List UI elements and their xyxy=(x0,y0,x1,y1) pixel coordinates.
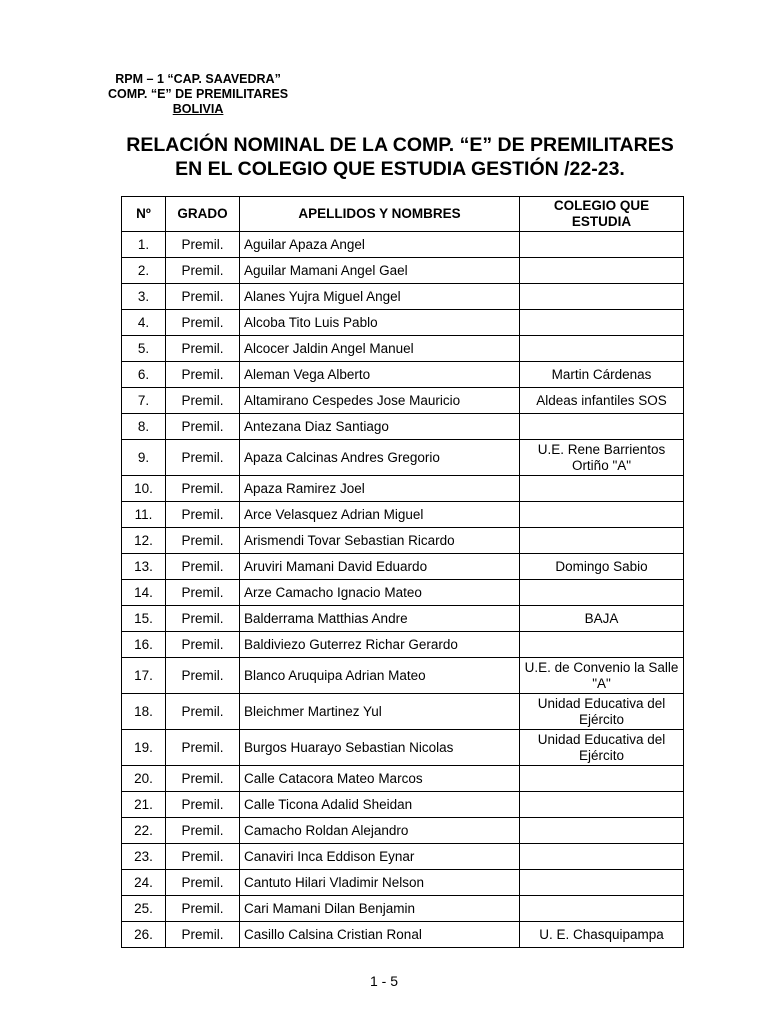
row-name: Baldiviezo Guterrez Richar Gerardo xyxy=(240,632,520,658)
document-title-line-2: EN EL COLEGIO QUE ESTUDIA GESTIÓN /22-23. xyxy=(175,158,625,180)
table-row xyxy=(122,818,684,844)
row-grade: Premil. xyxy=(166,284,240,310)
row-name: Aguilar Mamani Angel Gael xyxy=(240,258,520,284)
row-grade: Premil. xyxy=(166,336,240,362)
row-name: Calle Ticona Adalid Sheidan xyxy=(240,792,520,818)
row-number: 19. xyxy=(122,730,166,766)
row-number: 25. xyxy=(122,896,166,922)
document-title xyxy=(100,133,700,181)
row-number: 26. xyxy=(122,922,166,948)
row-name: Alcoba Tito Luis Pablo xyxy=(240,310,520,336)
row-name: Alcocer Jaldin Angel Manuel xyxy=(240,336,520,362)
row-school: Domingo Sabio xyxy=(520,554,684,580)
row-name: Aguilar Apaza Angel xyxy=(240,232,520,258)
row-grade: Premil. xyxy=(166,792,240,818)
table-row xyxy=(122,440,684,476)
table-row xyxy=(122,792,684,818)
table-row xyxy=(122,284,684,310)
table-row xyxy=(122,310,684,336)
table-row xyxy=(122,336,684,362)
row-grade: Premil. xyxy=(166,554,240,580)
row-name: Aruviri Mamani David Eduardo xyxy=(240,554,520,580)
row-number: 4. xyxy=(122,310,166,336)
table-header-row xyxy=(122,197,684,232)
row-name: Balderrama Matthias Andre xyxy=(240,606,520,632)
row-school xyxy=(520,844,684,870)
table-row xyxy=(122,730,684,766)
table-row xyxy=(122,922,684,948)
row-school xyxy=(520,528,684,554)
row-school xyxy=(520,632,684,658)
row-name: Canaviri Inca Eddison Eynar xyxy=(240,844,520,870)
row-grade: Premil. xyxy=(166,766,240,792)
row-number: 8. xyxy=(122,414,166,440)
row-school xyxy=(520,818,684,844)
table-row xyxy=(122,502,684,528)
table-row xyxy=(122,870,684,896)
row-school xyxy=(520,284,684,310)
row-grade: Premil. xyxy=(166,476,240,502)
document-title-line-1: RELACIÓN NOMINAL DE LA COMP. “E” DE PREMILITARES xyxy=(126,134,674,156)
table-row xyxy=(122,844,684,870)
row-grade: Premil. xyxy=(166,818,240,844)
row-school xyxy=(520,766,684,792)
row-number: 12. xyxy=(122,528,166,554)
row-name: Camacho Roldan Alejandro xyxy=(240,818,520,844)
row-school: U.E. Rene Barrientos Ortiño "A" xyxy=(520,440,684,476)
row-school: U.E. de Convenio la Salle "A" xyxy=(520,658,684,694)
row-grade: Premil. xyxy=(166,580,240,606)
row-grade: Premil. xyxy=(166,414,240,440)
row-school: Unidad Educativa del Ejército xyxy=(520,694,684,730)
row-grade: Premil. xyxy=(166,870,240,896)
row-school xyxy=(520,896,684,922)
row-school xyxy=(520,310,684,336)
row-school: BAJA xyxy=(520,606,684,632)
row-school xyxy=(520,232,684,258)
row-grade: Premil. xyxy=(166,362,240,388)
row-name: Apaza Ramirez Joel xyxy=(240,476,520,502)
table-row xyxy=(122,694,684,730)
row-number: 23. xyxy=(122,844,166,870)
row-number: 7. xyxy=(122,388,166,414)
row-school xyxy=(520,476,684,502)
row-name: Alanes Yujra Miguel Angel xyxy=(240,284,520,310)
row-number: 20. xyxy=(122,766,166,792)
row-name: Calle Catacora Mateo Marcos xyxy=(240,766,520,792)
row-name: Arze Camacho Ignacio Mateo xyxy=(240,580,520,606)
table-row xyxy=(122,362,684,388)
row-school xyxy=(520,336,684,362)
row-school: U. E. Chasquipampa xyxy=(520,922,684,948)
table-row xyxy=(122,232,684,258)
row-number: 5. xyxy=(122,336,166,362)
row-number: 16. xyxy=(122,632,166,658)
row-name: Blanco Aruquipa Adrian Mateo xyxy=(240,658,520,694)
row-number: 18. xyxy=(122,694,166,730)
roster-table-body xyxy=(122,232,684,948)
row-school: Unidad Educativa del Ejército xyxy=(520,730,684,766)
row-name: Aleman Vega Alberto xyxy=(240,362,520,388)
row-grade: Premil. xyxy=(166,388,240,414)
row-number: 14. xyxy=(122,580,166,606)
table-row xyxy=(122,606,684,632)
table-row xyxy=(122,632,684,658)
row-name: Burgos Huarayo Sebastian Nicolas xyxy=(240,730,520,766)
row-grade: Premil. xyxy=(166,528,240,554)
column-header-grade: GRADO xyxy=(166,197,240,232)
row-grade: Premil. xyxy=(166,606,240,632)
unit-header xyxy=(108,72,288,117)
row-school xyxy=(520,258,684,284)
table-row xyxy=(122,554,684,580)
row-number: 2. xyxy=(122,258,166,284)
row-number: 22. xyxy=(122,818,166,844)
row-grade: Premil. xyxy=(166,922,240,948)
table-row xyxy=(122,476,684,502)
row-number: 13. xyxy=(122,554,166,580)
row-school xyxy=(520,414,684,440)
table-row xyxy=(122,766,684,792)
header-company-name: COMP. “E” DE PREMILITARES xyxy=(108,87,289,101)
row-grade: Premil. xyxy=(166,258,240,284)
row-number: 9. xyxy=(122,440,166,476)
row-grade: Premil. xyxy=(166,658,240,694)
row-school xyxy=(520,792,684,818)
row-school xyxy=(520,502,684,528)
row-school xyxy=(520,870,684,896)
table-row xyxy=(122,258,684,284)
row-name: Cari Mamani Dilan Benjamin xyxy=(240,896,520,922)
row-name: Antezana Diaz Santiago xyxy=(240,414,520,440)
header-unit-name: RPM – 1 “CAP. SAAVEDRA” xyxy=(115,72,281,86)
row-number: 17. xyxy=(122,658,166,694)
row-grade: Premil. xyxy=(166,632,240,658)
row-grade: Premil. xyxy=(166,310,240,336)
row-number: 6. xyxy=(122,362,166,388)
row-number: 1. xyxy=(122,232,166,258)
row-grade: Premil. xyxy=(166,232,240,258)
row-name: Cantuto Hilari Vladimir Nelson xyxy=(240,870,520,896)
header-country: BOLIVIA xyxy=(172,102,224,116)
row-school: Aldeas infantiles SOS xyxy=(520,388,684,414)
table-row xyxy=(122,528,684,554)
row-school xyxy=(520,580,684,606)
row-grade: Premil. xyxy=(166,844,240,870)
row-number: 11. xyxy=(122,502,166,528)
page-number: 1 - 5 xyxy=(370,973,399,989)
row-school: Martin Cárdenas xyxy=(520,362,684,388)
row-name: Arismendi Tovar Sebastian Ricardo xyxy=(240,528,520,554)
table-row xyxy=(122,658,684,694)
column-header-name: APELLIDOS Y NOMBRES xyxy=(240,197,520,232)
row-number: 15. xyxy=(122,606,166,632)
table-row xyxy=(122,388,684,414)
row-number: 24. xyxy=(122,870,166,896)
table-row xyxy=(122,580,684,606)
row-name: Casillo Calsina Cristian Ronal xyxy=(240,922,520,948)
row-name: Arce Velasquez Adrian Miguel xyxy=(240,502,520,528)
row-name: Altamirano Cespedes Jose Mauricio xyxy=(240,388,520,414)
row-grade: Premil. xyxy=(166,502,240,528)
row-number: 21. xyxy=(122,792,166,818)
row-name: Apaza Calcinas Andres Gregorio xyxy=(240,440,520,476)
row-grade: Premil. xyxy=(166,440,240,476)
row-number: 10. xyxy=(122,476,166,502)
column-header-school: COLEGIO QUE ESTUDIA xyxy=(520,197,684,232)
row-grade: Premil. xyxy=(166,730,240,766)
table-row xyxy=(122,896,684,922)
row-grade: Premil. xyxy=(166,896,240,922)
column-header-number: Nº xyxy=(122,197,166,232)
row-name: Bleichmer Martinez Yul xyxy=(240,694,520,730)
roster-table xyxy=(121,196,684,948)
row-number: 3. xyxy=(122,284,166,310)
table-row xyxy=(122,414,684,440)
row-grade: Premil. xyxy=(166,694,240,730)
